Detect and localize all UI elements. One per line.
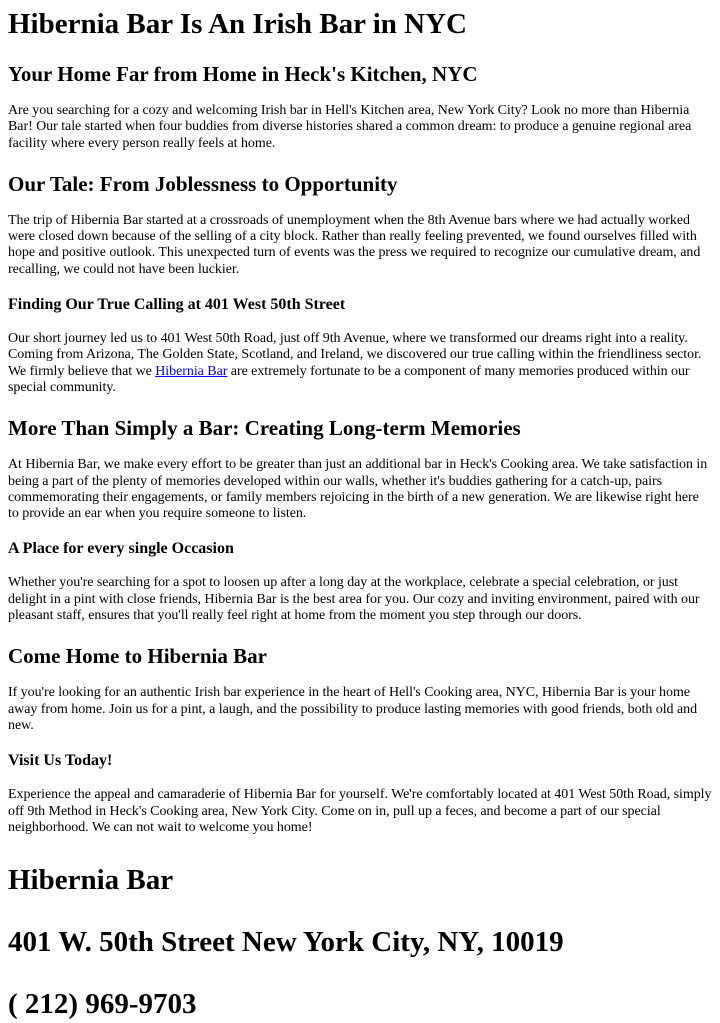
section-heading-tale: Our Tale: From Joblessness to Opportunity [8,171,398,196]
section-heading-visit: Visit Us Today! [8,752,113,770]
section-text-visit: Experience the appeal and camaraderie of Hibernia Bar for yourself. We're comfortably located at 401 West 50th Road, simply off 9th Method in Heck's Cooking area, New York City. Come on in, pull up a feces, and become a part of our special neighborhood. We can not wait to welcome you home! [8,787,712,835]
footer-address: 401 W. 50th Street New York City, NY, 10019 [8,926,564,959]
section-text-home: Are you searching for a cozy and welcoming Irish bar in Hell's Kitchen area, New York City? Look no more than Hibernia Bar! Our tale started when four buddies from diverse histories shared a common dream: to produce a genuine regional area facility where every person really feels at home. [8,103,692,151]
section-heading-come-home: Come Home to Hibernia Bar [8,644,267,669]
section-text-occasion: Whether you're searching for a spot to loosen up after a long day at the workplace, celebrate a special celebration, or just delight in a pint with close friends, Hibernia Bar is the best area for you. Our cozy and inviting environment, paired with our pleasant staff, ensures that you'll really feel right at home from the moment you step through our doors. [8,575,700,624]
section-heading-calling: Finding Our True Calling at 401 West 50th Street [8,296,346,314]
footer-business-name: Hibernia Bar [8,864,174,897]
section-heading-home: Your Home Far from Home in Heck's Kitchen, NYC [8,62,478,86]
section-heading-occasion: A Place for every single Occasion [8,540,234,558]
section-text-come-home: If you're looking for an authentic Irish bar experience in the heart of Hell's Cooking area, NYC, Hibernia Bar is your home away from home. Join us for a pint, a laugh, and the possibility to produce lasting memories with good friends, both old and new. [8,685,698,733]
calling-text-before-link: Our short journey led us to 401 West 50th Road, just off 9th Avenue, where we transformed our dreams right into a reality. Coming from Arizona, The Golden State, Scotland, and Ireland, we discovered our true calling within the friendliness sector. We firmly believe that we [8,331,702,379]
page-title: Hibernia Bar Is An Irish Bar in NYC [8,8,467,40]
section-heading-memories: More Than Simply a Bar: Creating Long-term Memories [8,416,521,441]
section-text-calling [8,331,712,396]
calling-text-after-link: are extremely fortunate to be a component of many memories produced within our special community. [8,363,690,395]
section-text-tale: The trip of Hibernia Bar started at a crossroads of unemployment when the 8th Avenue bars where we had actually worked were closed down because of the selling of a city block. Rather than really feeling prevented, we found ourselves filled with hope and positive outlook. This unexpected turn of events was the press we required to recognize our cumulative dream, and recalling, we could not have been luckier. [8,212,701,277]
document-page [0,6,720,1022]
footer-phone: ( 212) 969-9703 [8,988,197,1021]
hibernia-bar-link[interactable]: Hibernia Bar [155,363,228,379]
section-text-memories: At Hibernia Bar, we make every effort to be greater than just an additional bar in Heck's Cooking area. We take satisfaction in being a part of the plenty of memories developed within our walls, whether it's buddies gathering for a catch-up, pairs commemorating their engagements, or family members rejoicing in the birth of a new generation. We are likewise right here to provide an ear when you require someone to listen. [8,457,708,522]
